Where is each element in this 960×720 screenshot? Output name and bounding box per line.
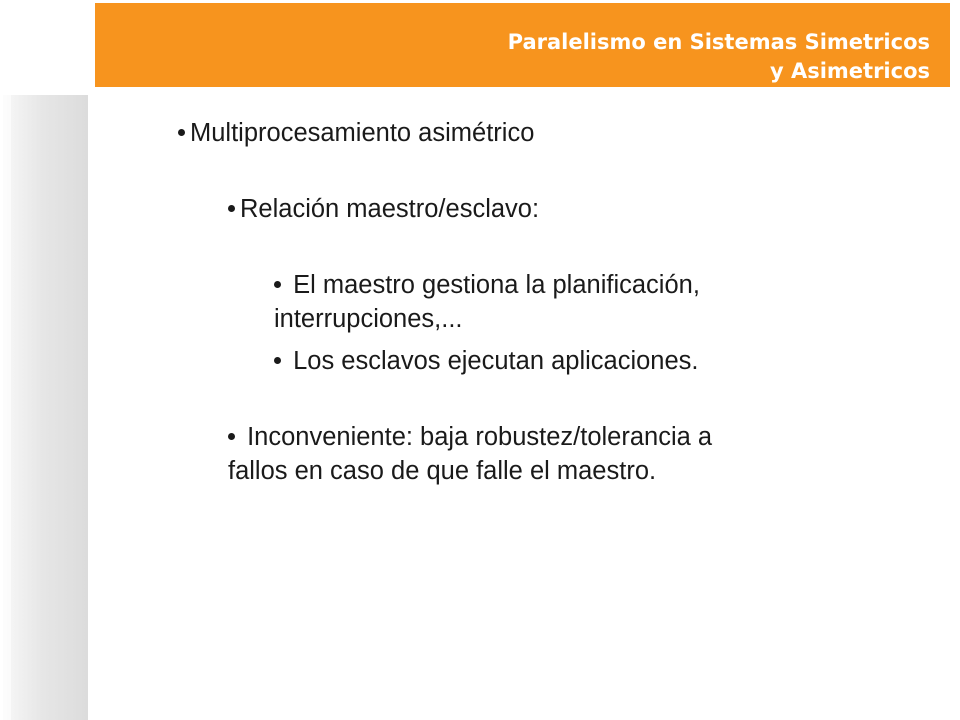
bullet-dot-icon — [228, 205, 235, 212]
bullet-text-continued: fallos en caso de que falle el maestro. — [228, 457, 657, 485]
bullet-dot-icon — [274, 281, 281, 288]
bullet-text: Los esclavos ejecutan aplicaciones. — [293, 347, 699, 375]
slide-title-line-2: y Asimetricos — [769, 59, 930, 83]
bullet-level2 — [228, 420, 828, 488]
bullet-dot-icon — [178, 129, 185, 136]
bullet-dot-icon — [228, 433, 235, 440]
bullet-dot-icon — [274, 357, 281, 364]
bullet-level3 — [274, 268, 854, 336]
bullet-level3 — [274, 344, 699, 378]
bullet-text: Inconveniente: baja robustez/tolerancia a — [247, 423, 713, 451]
bullet-text: Relación maestro/esclavo: — [240, 195, 540, 223]
bullet-level2 — [228, 192, 539, 226]
bullet-text: El maestro gestiona la planificación, — [293, 271, 700, 299]
bullet-text-continued: interrupciones,... — [274, 305, 463, 333]
bullet-level1 — [178, 116, 534, 150]
bullet-text: Multiprocesamiento asimétrico — [190, 119, 535, 147]
slide-title-line-1: Paralelismo en Sistemas Simetricos — [507, 30, 930, 54]
